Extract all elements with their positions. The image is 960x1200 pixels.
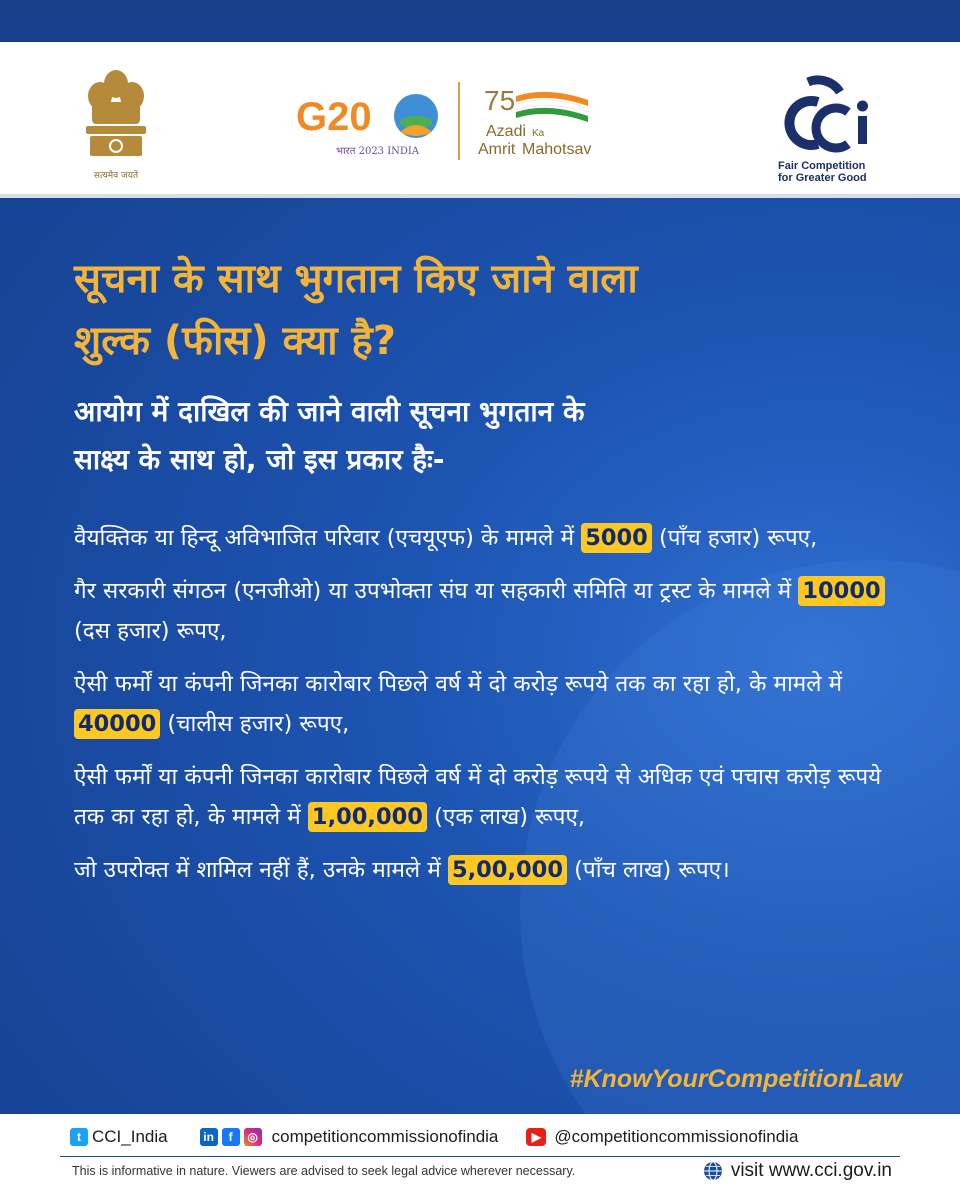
fee-amount-badge: 40000	[74, 709, 160, 739]
azadi-ka-amrit-mahotsav-logo-icon	[478, 82, 608, 162]
g20-logo-icon	[296, 82, 446, 162]
social-handle[interactable]: competitioncommissionofindia	[271, 1127, 499, 1146]
disclaimer: This is informative in nature. Viewers are advised to seek legal advice wherever necessary.	[72, 1164, 576, 1178]
instagram-icon[interactable]: ◎	[244, 1128, 262, 1146]
svg-text:Ka: Ka	[532, 128, 545, 139]
twitter-handle[interactable]: CCI_India	[92, 1127, 168, 1146]
svg-text:Amrit: Amrit	[478, 141, 516, 158]
logo-header	[0, 42, 960, 198]
fee-amount-badge: 1,00,000	[308, 802, 427, 832]
svg-text:सत्यमेव जयते: सत्यमेव जयते	[93, 171, 139, 181]
fee-item: जो उपरोक्त में शामिल नहीं हैं, उनके मामले में 5,00,000 (पाँच लाख) रूपए।	[74, 857, 730, 883]
svg-text:Azadi: Azadi	[486, 123, 527, 140]
cci-logo	[778, 72, 888, 192]
cci-mark-icon	[778, 72, 888, 156]
subtitle-line-1: आयोग में दाखिल की जाने वाली सूचना भुगतान के	[74, 395, 585, 428]
logo-divider	[458, 82, 460, 160]
fee-amount-badge: 5,00,000	[448, 855, 567, 885]
website-link[interactable]: visit www.cci.gov.in	[703, 1160, 892, 1182]
svg-text:भारत 2023 INDIA: भारत 2023 INDIA	[336, 146, 420, 157]
page-title	[74, 248, 894, 372]
title-line-1: सूचना के साथ भुगतान किए जाने वाला	[74, 256, 638, 302]
fee-item: ऐसी फर्मों या कंपनी जिनका कारोबार पिछले वर्ष में दो करोड़ रूपये तक का रहा हो, के मामले में 40000 (चालीस हजार) रूपए,	[74, 671, 843, 737]
title-line-2: शुल्क (फीस) क्या है?	[74, 318, 396, 364]
fee-item: ऐसी फर्मों या कंपनी जिनका कारोबार पिछले वर्ष में दो करोड़ रूपये से अधिक एवं पचास करोड़ रूपये तक का रहा हो, के मामले में 1,00,000 (एक लाख) रूपए,	[74, 764, 882, 830]
twitter-icon[interactable]: t	[70, 1128, 88, 1146]
hashtag: #KnowYourCompetitionLaw	[569, 1065, 902, 1093]
youtube-icon[interactable]: ▶	[526, 1128, 546, 1146]
page-subtitle	[74, 388, 894, 484]
cci-tagline: Fair Competition for Greater Good	[778, 160, 867, 184]
facebook-icon[interactable]: f	[222, 1128, 240, 1146]
fee-item: गैर सरकारी संगठन (एनजीओ) या उपभोक्ता संघ या सहकारी समिति या ट्रस्ट के मामले में 10000 (दस हजार) रूपए,	[74, 571, 904, 651]
footer	[0, 1114, 960, 1200]
linkedin-icon[interactable]: in	[200, 1128, 218, 1146]
national-emblem-icon	[78, 62, 154, 186]
subtitle-line-2: साक्ष्य के साथ हो, जो इस प्रकार हैः-	[74, 443, 445, 476]
fee-item: वैयक्तिक या हिन्दू अविभाजित परिवार (एचयूएफ) के मामले में 5000 (पाँच हजार) रूपए,	[74, 525, 818, 551]
svg-text:G20: G20	[296, 95, 372, 139]
globe-icon	[703, 1161, 723, 1181]
top-band	[0, 0, 960, 42]
social-row	[70, 1122, 900, 1152]
fee-amount-badge: 5000	[581, 523, 652, 553]
fee-list	[74, 518, 904, 903]
svg-text:Mahotsav: Mahotsav	[522, 141, 592, 158]
fee-amount-badge: 10000	[798, 576, 884, 606]
svg-text:75: 75	[484, 85, 516, 116]
youtube-handle[interactable]: @competitioncommissionofindia	[554, 1127, 799, 1146]
footer-divider	[60, 1156, 900, 1157]
